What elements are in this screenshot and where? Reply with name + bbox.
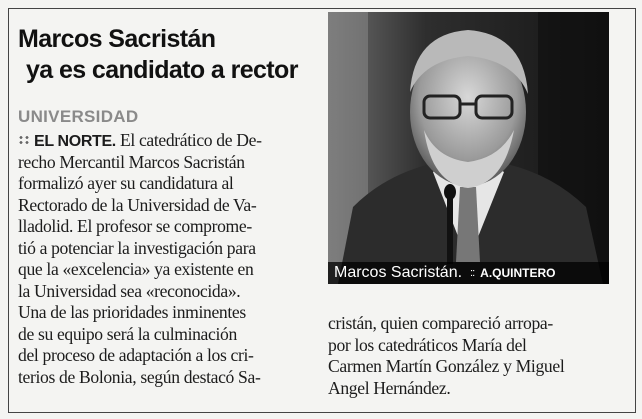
body-line: por los catedráticos María del (328, 334, 527, 355)
body-column-1 (18, 130, 318, 388)
body-line: cristán, quien compareció arropa- (328, 313, 553, 333)
body-line: Rectorado de la Universidad de Va- (18, 194, 257, 215)
body-line: que la «excelencia» ya existente en (18, 259, 254, 279)
section-label: UNIVERSIDAD (18, 107, 139, 126)
caption-name: Marcos Sacristán. (334, 264, 463, 281)
body-line: tió a potenciar la investigación para (18, 237, 256, 258)
body-line: Carmen Martín González y Miguel (328, 356, 565, 376)
body-line: lladolid. El profesor se comprome- (18, 216, 252, 236)
body-line: de su equipo será la culminación (18, 323, 237, 344)
headline (18, 24, 318, 86)
photo-credit: A.QUINTERO (480, 266, 556, 280)
source-label: EL NORTE. (34, 133, 116, 150)
body-line: la Universidad sea «reconocida». (18, 280, 241, 301)
body-line: recho Mercantil Marcos Sacristán (18, 151, 245, 172)
body-line-1 (18, 130, 318, 152)
body-column-2 (328, 313, 628, 399)
headline-line-1: Marcos Sacristán (18, 25, 216, 53)
portrait-photo (328, 12, 609, 284)
body-text: El catedrático de De- (115, 130, 262, 150)
body-line: formalizó ayer su candidatura al (18, 173, 234, 193)
body-line: terios de Bolonia, según destacó Sa- (18, 366, 261, 387)
body-line: Una de las prioridades inminentes (18, 302, 246, 322)
headline-line-2: ya es candidato a rector (26, 56, 298, 84)
photo-caption (328, 262, 609, 284)
portrait-image (328, 12, 609, 284)
body-line: Angel Hernández. (328, 377, 451, 398)
caption-separator: :: (470, 267, 475, 279)
body-line: del proceso de adaptación a los cri- (18, 345, 254, 365)
dots-icon (18, 135, 30, 145)
